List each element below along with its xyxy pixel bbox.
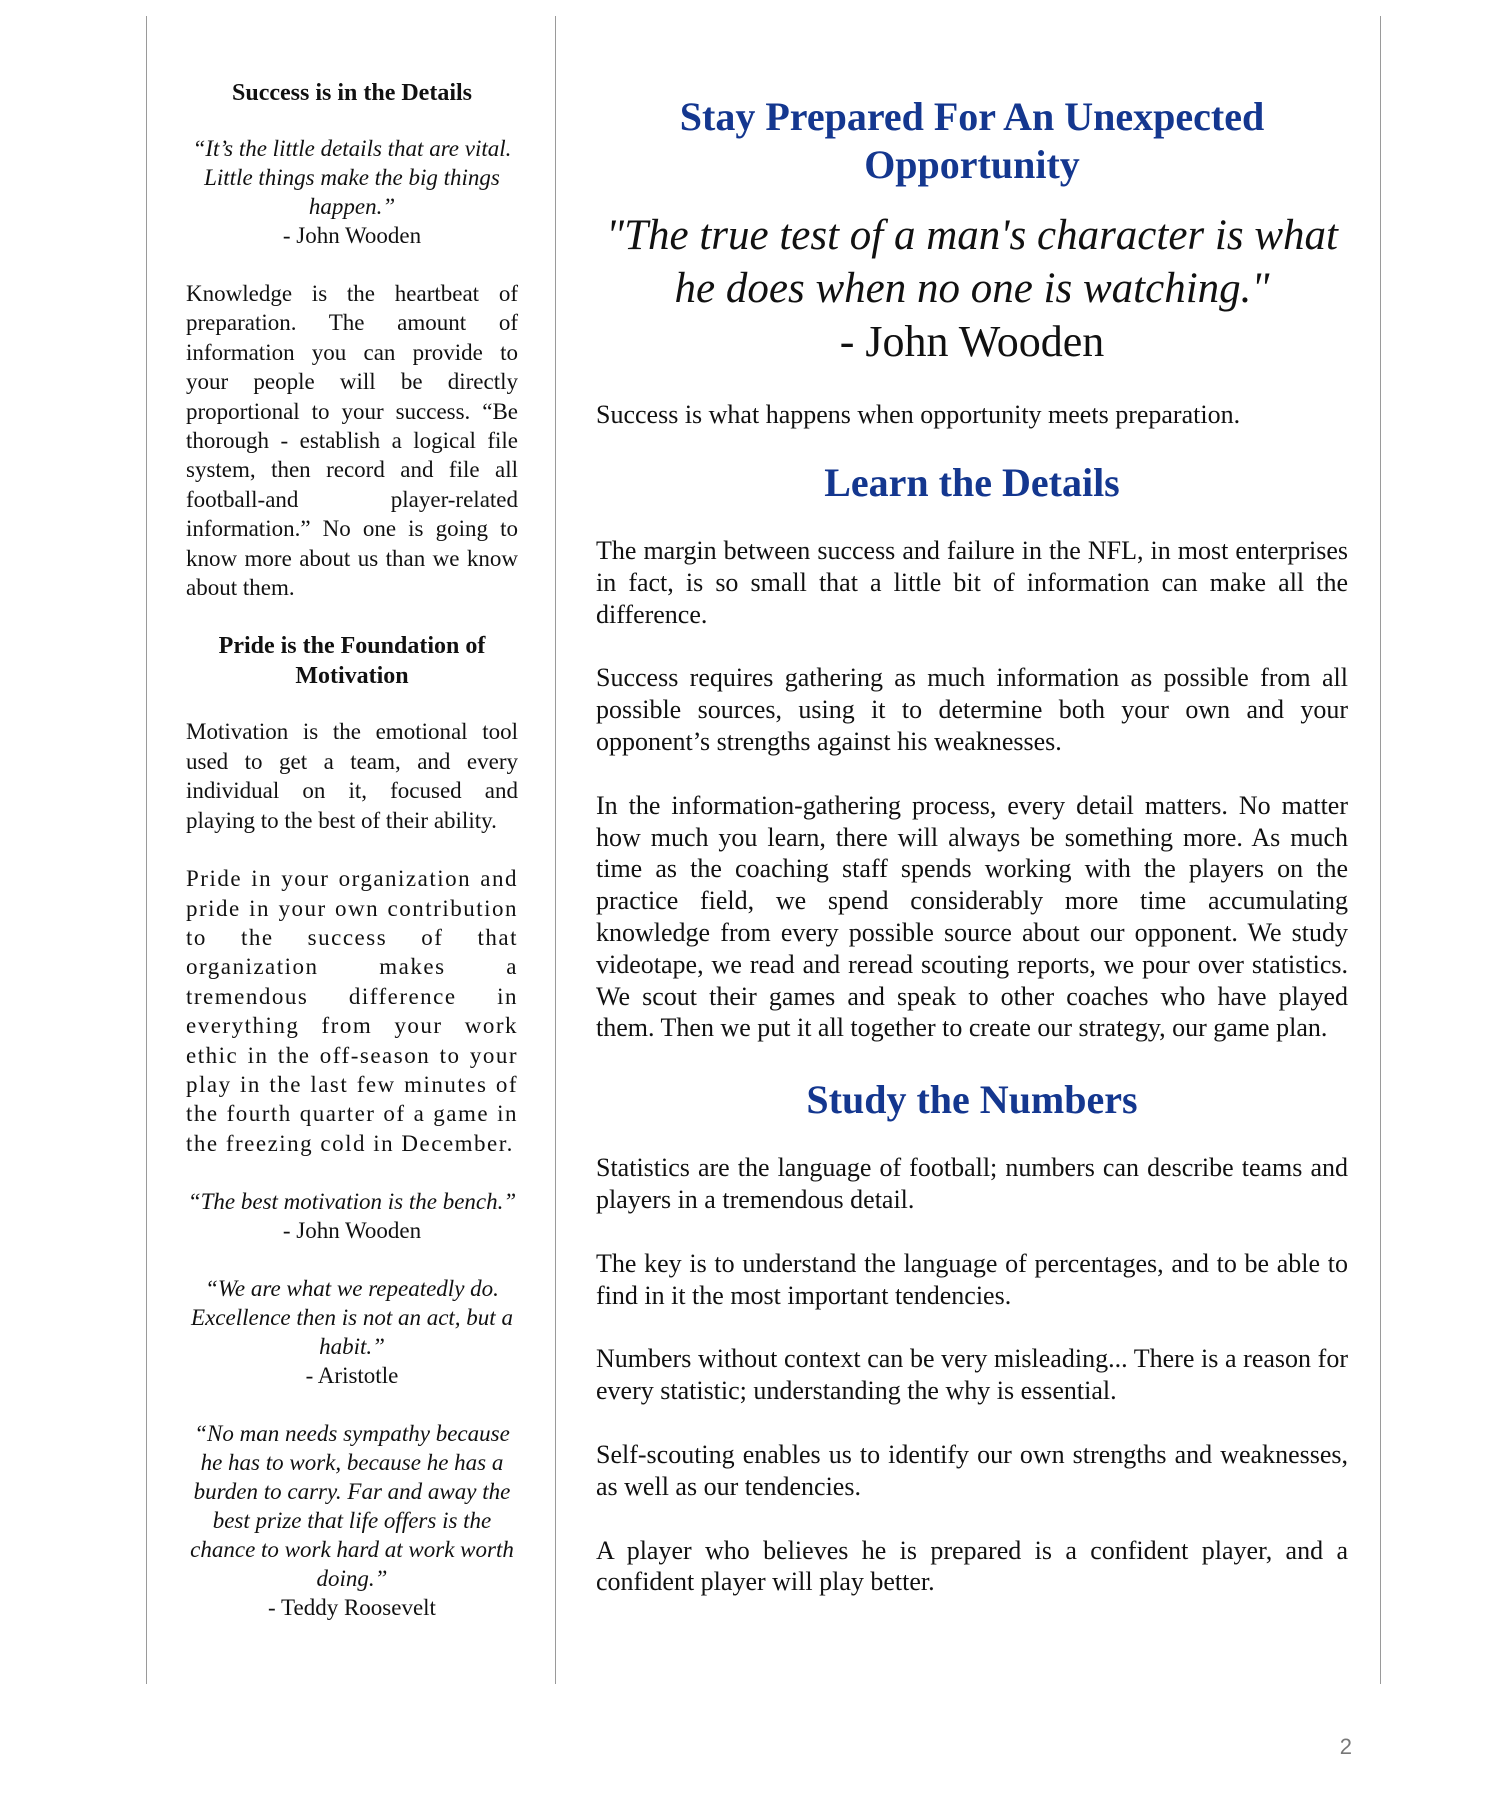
paragraph: The margin between success and failure in the NFL, in most enterprises in fact, is so small that a little bit of information can make all the difference.: [596, 536, 1348, 629]
quote-author: - Aristotle: [305, 1363, 399, 1389]
paragraph: Numbers without context can be very misleading... There is a reason for every statistic; understanding the why is essential.: [596, 1344, 1348, 1406]
featured-quote: [596, 209, 1348, 369]
featured-quote-text: "The true test of a man's character is what he does when no one is watching.": [606, 212, 1338, 312]
sidebar-paragraph-pride: Pride in your organization and pride in your own contribution to the success of that organization makes a tremendous difference in everything from your work ethic in the off-season to your play in the last few minutes of the fourth quarter of a game in the freezing cold in December.: [186, 866, 518, 1156]
featured-quote-author: - John Wooden: [839, 317, 1105, 366]
left-border-line: [146, 16, 147, 1684]
sidebar-heading-pride: Pride is the Foundation of Motivation: [218, 633, 486, 690]
quote-author: - John Wooden: [282, 223, 422, 248]
quote-text: “No man needs sympathy because he has to work, because he has a burden to carry. Far and away the best prize that life offers is the chance to work hard at work worth doing.”: [190, 1421, 514, 1592]
main-column: [596, 93, 1348, 1630]
paragraph: The key is to understand the language of percentages, and to be able to find in it the most important tendencies.: [596, 1248, 1348, 1310]
quote-text: “We are what we repeatedly do. Excellence then is not an act, but a habit.”: [191, 1276, 513, 1360]
quote-text: “The best motivation is the bench.”: [187, 1189, 517, 1215]
section-heading-learn-details: Learn the Details: [824, 460, 1120, 505]
column-divider-line: [555, 16, 556, 1684]
sidebar-quote-aristotle: [186, 1274, 518, 1390]
paragraph: Self-scouting enables us to identify our own strengths and weaknesses, as well as our tendencies.: [596, 1439, 1348, 1501]
sidebar-heading-success: Success is in the Details: [232, 80, 472, 106]
sidebar-quote-roosevelt: [186, 1419, 518, 1622]
sidebar-quote-bench: [186, 1187, 518, 1245]
lead-sentence: Success is what happens when opportunity meets preparation.: [596, 400, 1241, 429]
right-border-line: [1380, 16, 1381, 1684]
section-heading-study-numbers: Study the Numbers: [806, 1077, 1138, 1123]
sidebar-paragraph-knowledge: Knowledge is the heartbeat of preparation. The amount of information you can provide to your people will be directly proportional to your success. “Be thorough - establish a logical file system, then record and file all football-and player-related information.” No one is going to know more about us than we know about them.: [186, 281, 518, 601]
page-title: Stay Prepared For An Unexpected Opportunity: [679, 94, 1265, 187]
paragraph: Statistics are the language of football; numbers can describe teams and players in a tremendous detail.: [596, 1153, 1348, 1214]
paragraph: A player who believes he is prepared is a confident player, and a confident player will play better.: [596, 1535, 1348, 1597]
quote-text: “It’s the little details that are vital. Little things make the big things happen.”: [192, 136, 512, 219]
quote-author: - Teddy Roosevelt: [268, 1595, 436, 1621]
paragraph: In the information-gathering process, every detail matters. No matter how much you learn, there will always be something more. As much time as the coaching staff spends working with the players on the practice field, we spend considerably more time accumulating knowledge from every possible source about our opponent. We study videotape, we read and reread scouting reports, we pour over statistics. We scout their games and speak to other coaches who have played them. Then we put it all together to create our strategy, our game plan.: [596, 790, 1348, 1043]
page-number: 2: [1339, 1734, 1352, 1759]
sidebar-quote-details: [186, 134, 518, 250]
sidebar-column: [186, 78, 518, 1651]
paragraph: Success requires gathering as much information as possible from all possible sources, using it to determine both your own and your opponent’s strengths against his weaknesses.: [596, 663, 1348, 756]
sidebar-paragraph-motivation: Motivation is the emotional tool used to get a team, and every individual on it, focused and playing to the best of their ability.: [186, 719, 518, 833]
quote-author: - John Wooden: [282, 1218, 422, 1244]
